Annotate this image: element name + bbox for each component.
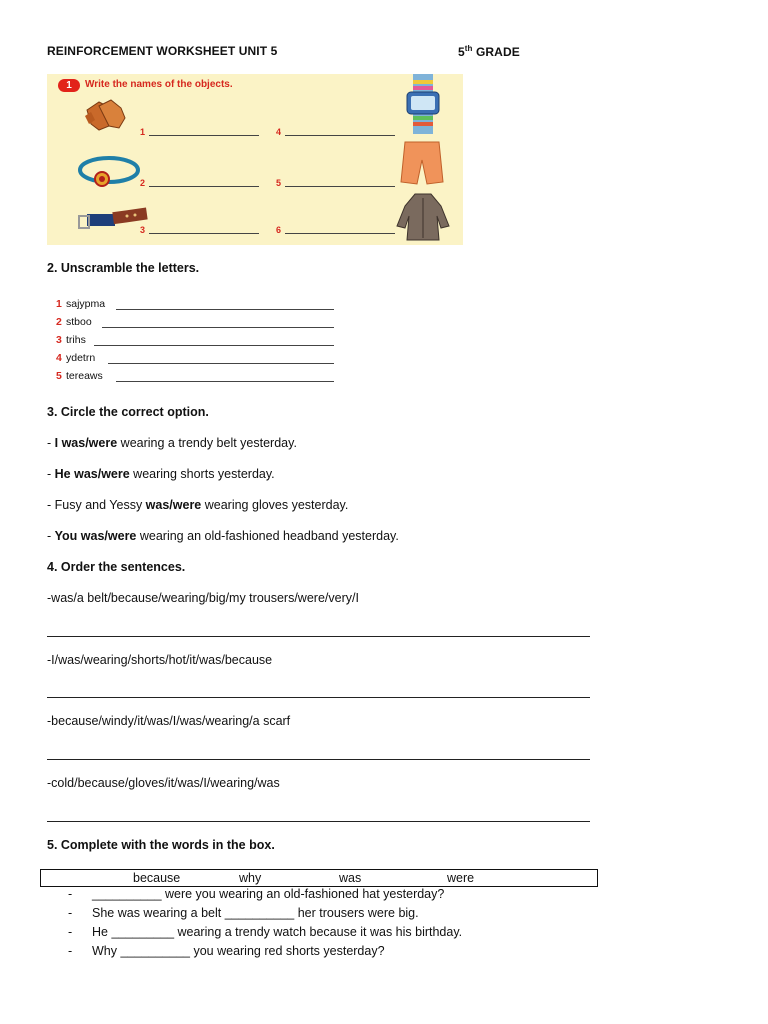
gloves-icon: [81, 96, 129, 136]
option-choice: He was/were: [54, 467, 130, 481]
answer-blank-4[interactable]: [285, 135, 395, 136]
word-box-item: was: [339, 871, 362, 885]
fill-blank-item[interactable]: - Why __________ you wearing red shorts yesterday?: [68, 944, 385, 958]
unscramble-item: [56, 334, 336, 346]
unscramble-item: [56, 298, 336, 310]
exercise-5-heading: 5. Complete with the words in the box.: [47, 838, 275, 852]
scrambled-sentence: -was/a belt/because/wearing/big/my trousers/were/very/I: [47, 591, 359, 605]
unscramble-item: [56, 352, 336, 364]
scrambled-word: trihs: [66, 334, 86, 346]
exercise-4-heading: 4. Order the sentences.: [47, 560, 186, 574]
unscramble-number: 2: [56, 316, 62, 328]
circle-option-sentence[interactable]: - He was/were wearing shorts yesterday.: [47, 467, 275, 481]
grade-number: 5: [458, 45, 465, 59]
fill-blank-item[interactable]: - __________ were you wearing an old-fashioned hat yesterday?: [68, 887, 445, 901]
unscramble-item: [56, 316, 336, 328]
answer-line[interactable]: [47, 697, 590, 698]
coat-icon: [395, 192, 451, 242]
unscramble-item: [56, 370, 336, 382]
unscramble-answer-line[interactable]: [108, 363, 334, 364]
scrambled-sentence: -I/was/wearing/shorts/hot/it/was/because: [47, 653, 273, 667]
headband-icon: [77, 154, 141, 190]
answer-line[interactable]: [47, 759, 590, 760]
worksheet-title: REINFORCEMENT WORKSHEET UNIT 5: [47, 44, 278, 58]
grade-label: [458, 44, 520, 59]
word-box-item: because: [133, 871, 181, 885]
exercise-1-instruction: Write the names of the objects.: [85, 79, 233, 90]
fill-blank-item[interactable]: - She was wearing a belt __________ her trousers were big.: [68, 906, 419, 920]
exercise-1-panel: [47, 74, 463, 245]
exercise-2-heading: 2. Unscramble the letters.: [47, 261, 200, 275]
grade-superscript: th: [464, 44, 473, 53]
word-box-item: why: [239, 871, 262, 885]
unscramble-answer-line[interactable]: [116, 309, 334, 310]
circle-option-sentence[interactable]: - Fusy and Yessy was/were wearing gloves yesterday.: [47, 498, 349, 512]
exercise-1-number-1: 1: [140, 127, 146, 137]
word-box: [40, 869, 598, 887]
unscramble-answer-line[interactable]: [94, 345, 334, 346]
exercise-1-number-3: 3: [140, 225, 146, 235]
exercise-1-number-6: 6: [276, 225, 282, 235]
answer-blank-6[interactable]: [285, 233, 395, 234]
option-choice: I was/were: [54, 436, 118, 450]
scrambled-sentence: -cold/because/gloves/it/was/I/wearing/was: [47, 776, 280, 790]
scrambled-word: ydetrn: [66, 352, 96, 364]
exercise-1-number-5: 5: [276, 178, 282, 188]
answer-blank-2[interactable]: [149, 186, 259, 187]
exercise-3-heading: 3. Circle the correct option.: [47, 405, 209, 419]
option-choice: was/were: [145, 498, 202, 512]
option-choice: You was/were: [54, 529, 137, 543]
unscramble-number: 1: [56, 298, 62, 310]
unscramble-answer-line[interactable]: [102, 327, 334, 328]
scrambled-sentence: -because/windy/it/was/I/was/wearing/a scarf: [47, 714, 291, 728]
scrambled-word: stboo: [66, 316, 92, 328]
circle-option-sentence[interactable]: - I was/were wearing a trendy belt yesterday.: [47, 436, 297, 450]
answer-line[interactable]: [47, 821, 590, 822]
answer-blank-1[interactable]: [149, 135, 259, 136]
scrambled-word: sajypma: [66, 298, 106, 310]
watch-icon: [403, 74, 443, 134]
exercise-1-number-2: 2: [140, 178, 146, 188]
answer-line[interactable]: [47, 636, 590, 637]
grade-word: GRADE: [475, 45, 520, 59]
scrambled-word: tereaws: [66, 370, 103, 382]
unscramble-number: 4: [56, 352, 62, 364]
shorts-icon: [399, 140, 445, 186]
unscramble-number: 3: [56, 334, 62, 346]
circle-option-sentence[interactable]: - You was/were wearing an old-fashioned headband yesterday.: [47, 529, 399, 543]
word-box-item: were: [447, 871, 475, 885]
fill-blank-item[interactable]: - He _________ wearing a trendy watch because it was his birthday.: [68, 925, 463, 939]
unscramble-answer-line[interactable]: [116, 381, 334, 382]
unscramble-number: 5: [56, 370, 62, 382]
exercise-1-number-4: 4: [276, 127, 282, 137]
exercise-1-badge: 1: [58, 79, 80, 92]
answer-blank-3[interactable]: [149, 233, 259, 234]
answer-blank-5[interactable]: [285, 186, 395, 187]
